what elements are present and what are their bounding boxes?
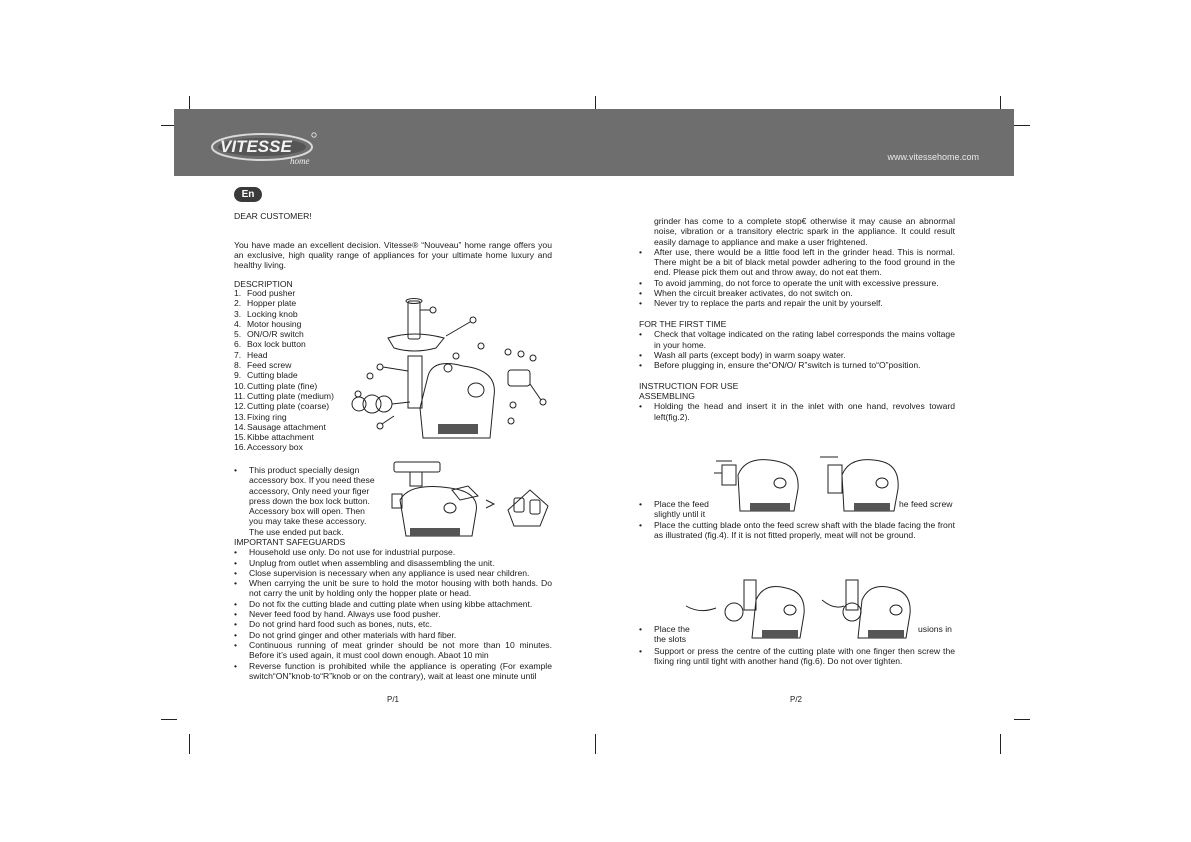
bullet-mark: • [639,277,643,288]
bullet-mark: • [234,660,238,671]
list-item-text: Holding the head and insert it in the inlet with one hand, revolves toward left(fig.2). [654,401,955,422]
list-item-text: When carrying the unit be sure to hold the motor housing with both hands. Do not carry the unit by holding only the hopper plate or head. [249,578,552,599]
list-item [639,350,955,360]
part-label: Food pusher [247,288,296,298]
part-label: Sausage attachment [247,421,326,432]
right-page-top [639,216,955,422]
assembly-figure-head [710,445,900,521]
cutting-plate-text-cont: the slots [654,634,687,644]
list-item-text: Do not fix the cutting blade and cutting plate when using kibbe attachment. [249,598,533,609]
part-item [234,432,364,442]
list-item [234,619,552,629]
part-item [234,370,364,380]
crop-mark [1014,719,1030,720]
list-item: • Support or press the centre of the cutting plate with one finger then screw the fixing ring until tight with another hand (fig.6). Do not over tighten. [639,646,955,667]
safeguards-section [234,537,552,681]
greeting: DEAR CUSTOMER! [234,211,312,221]
bullet-mark: • [639,401,643,412]
part-label: Box lock button [247,339,306,350]
list-item [639,360,955,370]
list-item-text: Unplug from outlet when assembling and disassembling the unit. [249,557,495,568]
list-item [234,599,552,609]
bullet-mark: • [234,629,238,640]
list-item-text: Check that voltage indicated on the rating label corresponds the mains voltage in your home. [654,329,955,350]
page-number-left: P/1 [387,695,400,704]
part-item [234,381,364,391]
feed-screw-text-left: • Place the feed [639,499,709,509]
assembling-list [639,401,955,422]
list-item [639,401,955,422]
left-page-top [234,211,552,290]
first-time-list [639,329,955,370]
list-item [234,609,552,619]
crop-mark [161,719,177,720]
part-item [234,329,364,339]
list-item-text: When the circuit breaker activates, do not switch on. [654,288,853,299]
part-number: 4. [234,318,242,329]
bullet-mark: • [234,547,238,558]
instruction-heading: INSTRUCTION FOR USE [639,380,739,391]
list-item-text: Before plugging in, ensure the“ON/O/ R”switch is turned to“O”position. [654,360,921,371]
safeguards-list [234,547,552,681]
list-item-text: Never feed food by hand. Always use food pusher. [249,609,441,620]
bullet-mark: • [639,246,643,257]
part-label: Kibbe attachment [247,432,314,443]
cutting-plate-text-left: • Place the [639,624,690,634]
bullet-mark: • [639,360,643,371]
bullet-mark: • [234,598,238,609]
part-item [234,288,364,298]
bullet-mark: • [639,298,643,309]
assembly-figure-plate [686,570,926,646]
bullet-mark: • [234,619,238,630]
feed-screw-text-right: he feed screw [899,499,953,509]
part-number: 16. [234,442,246,453]
part-number: 5. [234,329,242,340]
part-item [234,309,364,319]
list-item: • This product specially design accessory box. If you need these accessory, Only need your figer press down the box lock button. Accessory box will open. Then you may take these accessory. The use ended put back. [234,465,384,537]
part-item [234,350,364,360]
crop-mark [1014,125,1030,126]
part-label: ON/O/R switch [247,329,304,340]
list-item-text: After use, there would be a little food left in the grinder head. This is normal. There might be a bit of black metal powder adhering to the food ground in the end. Please pick them out and throw away, do not eat them. [654,246,955,278]
crop-mark [189,734,190,754]
bullet-mark: • [234,609,238,620]
list-item-text: Reverse function is prohibited while the appliance is operating (For example switch“ON”knob·to“R”knob or on the contrary), wait at least one minute until [249,660,552,681]
part-label: Accessory box [247,442,303,453]
first-time-heading: FOR THE FIRST TIME [639,318,727,329]
part-item [234,401,364,411]
part-item [234,422,364,432]
part-item [234,298,364,308]
list-item [639,298,955,308]
fixing-ring-list [639,646,955,667]
part-number: 10. [234,380,246,391]
part-label: Fixing ring [247,411,287,422]
part-number: 13. [234,411,246,422]
page-number-right: P/2 [790,695,803,704]
cutting-plate-text-right: usions in [918,624,952,634]
list-item [639,247,955,278]
part-number: 12. [234,401,246,412]
accessory-note-lines: This product specially design accessory box. If you need these accessory, Only need your figer press down the box lock button. Accessory box will open. Then you may take these accessory. The use ended put back. [249,465,375,537]
part-item [234,339,364,349]
part-number: 14. [234,421,246,432]
logo-subtitle: home [290,156,310,166]
part-item [234,360,364,370]
list-item [234,630,552,640]
crop-mark [595,734,596,754]
list-item [234,568,552,578]
list-item-text: Do not grind ginger and other materials with hard fiber. [249,629,457,640]
list-item [234,547,552,557]
safeguards-heading: IMPORTANT SAFEGUARDS [234,537,346,547]
list-item-text: Household use only. Do not use for industrial purpose. [249,547,456,558]
part-label: Cutting plate (fine) [247,380,318,391]
part-item [234,391,364,401]
part-label: Cutting plate (medium) [247,390,334,401]
list-item-text: Never try to replace the parts and repair the unit by yourself. [654,298,883,309]
part-number: 7. [234,349,242,360]
header-band [174,109,1014,176]
bullet-mark: • [234,567,238,578]
website-url: www.vitessehome.com [887,152,979,162]
logo-wordmark: VITESSE [220,137,292,156]
part-label: Motor housing [247,318,302,329]
cutting-blade-list [639,520,955,541]
part-item [234,442,364,452]
accessory-note [234,465,384,537]
language-badge: En [234,187,262,202]
part-label: Feed screw [247,360,292,371]
part-item [234,412,364,422]
part-label: Head [247,349,268,360]
continuation-paragraph: grinder has come to a complete stop€ otherwise it may cause an abnormal noise, vibration or a transitory electric spark in the appliance. It could result easily damage to appliance and make a user frightened. [654,216,955,247]
bullet-mark: • [234,578,238,589]
intro-paragraph: You have made an excellent decision. Vitesse® “Nouveau” home range offers you an exclusive, high quality range of appliances for your ultimate home luxury and healthy living. [234,239,552,271]
bullet-mark: • [639,349,643,360]
list-item [639,278,955,288]
description-heading: DESCRIPTION [234,279,293,290]
part-label: Hopper plate [247,298,297,309]
list-item [234,661,552,682]
list-item [639,288,955,298]
part-label: Locking knob [247,308,298,319]
part-number: 11. [234,390,246,401]
part-number: 9. [234,370,242,381]
bullet-mark: • [234,557,238,568]
part-number: 8. [234,360,242,371]
fixing-ring-item [639,646,955,667]
part-number: 3. [234,308,242,319]
part-number: 2. [234,298,242,309]
list-item [234,578,552,599]
accessory-note-list [234,465,384,537]
crop-mark [1000,734,1001,754]
list-item [234,640,552,661]
part-number: 1. [234,288,242,298]
part-label: Cutting blade [247,370,298,381]
bullet-mark: • [639,288,643,299]
list-item-text: To avoid jamming, do not force to operate the unit with excessive pressure. [654,277,939,288]
list-item-text: Continuous running of meat grinder should be not more than 10 minutes. Before it’s used again, it must cool down enough. Abaot 10 min [249,639,552,661]
list-item: • Place the cutting blade onto the feed screw shaft with the blade facing the front as illustrated (fig.4). If it is not fitted properly, meat will not be ground. [639,520,955,541]
list-item [639,329,955,350]
cutting-blade-item [639,520,955,541]
part-label: Cutting plate (coarse) [247,401,330,412]
feed-screw-text-cont: slightly until it [654,509,706,519]
part-number: 6. [234,339,242,350]
list-item-text: Close supervision is necessary when any appliance is used near children. [249,567,530,578]
bullet-mark: • [639,329,643,340]
vitesse-logo [210,127,330,167]
part-number: 15. [234,432,246,443]
list-item-text: Do not grind hard food such as bones, nuts, etc. [249,619,432,630]
list-item [234,558,552,568]
accessory-box-diagram [390,460,560,540]
bullet-mark: • [234,639,238,650]
warnings-list [639,247,955,309]
assembling-heading: ASSEMBLING [639,391,695,402]
part-item [234,319,364,329]
parts-list [234,288,364,453]
meat-grinder-exploded-diagram [348,296,558,442]
list-item-text: Wash all parts (except body) in warm soapy water. [654,349,846,360]
